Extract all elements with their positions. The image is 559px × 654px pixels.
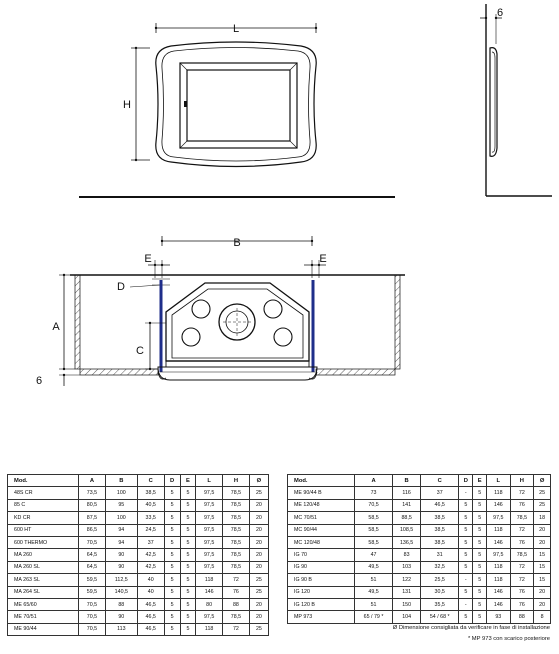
value-cell: 46,5 [137, 611, 164, 623]
value-cell: 146 [487, 499, 511, 511]
table-body-left [8, 487, 269, 636]
value-cell: 116 [393, 487, 421, 499]
value-cell: 5 [180, 623, 196, 635]
value-cell: 25 [249, 487, 268, 499]
value-cell: 88,5 [393, 512, 421, 524]
flue-bottom-right [274, 328, 292, 346]
value-cell: 5 [164, 623, 180, 635]
col-header: Mod. [288, 475, 355, 487]
firebox-outline [166, 283, 309, 361]
model-cell: ME 70/51 [8, 611, 79, 623]
value-cell: 58,5 [355, 524, 393, 536]
table-header-row [8, 475, 269, 487]
value-cell: 35,5 [421, 598, 459, 610]
value-cell: 78,5 [510, 512, 534, 524]
col-header: H [510, 475, 534, 487]
value-cell: 65 / 79 * [355, 611, 393, 623]
value-cell: 25 [249, 574, 268, 586]
value-cell: 136,5 [393, 536, 421, 548]
value-cell: 20 [534, 598, 551, 610]
value-cell: 97,5 [196, 561, 223, 573]
value-cell: 150 [393, 598, 421, 610]
value-cell: 5 [164, 512, 180, 524]
value-cell: 5 [473, 598, 487, 610]
value-cell: 5 [180, 574, 196, 586]
value-cell: 58,5 [355, 512, 393, 524]
value-cell: 15 [534, 561, 551, 573]
value-cell: 78,5 [223, 611, 250, 623]
col-header: D [164, 475, 180, 487]
value-cell: 118 [487, 574, 511, 586]
value-cell: 73,5 [79, 487, 106, 499]
value-cell: 47 [355, 549, 393, 561]
value-cell: 20 [249, 549, 268, 561]
value-cell: 5 [473, 574, 487, 586]
value-cell: 64,5 [79, 561, 106, 573]
value-cell: 51 [355, 598, 393, 610]
value-cell: 5 [164, 536, 180, 548]
table-row [8, 598, 269, 610]
table-row [8, 623, 269, 635]
value-cell: 146 [487, 536, 511, 548]
value-cell: 112,5 [105, 574, 137, 586]
value-cell: 131 [393, 586, 421, 598]
value-cell: 5 [473, 524, 487, 536]
col-header: Mod. [8, 475, 79, 487]
value-cell: 20 [534, 524, 551, 536]
model-cell: MA 260 SL [8, 561, 79, 573]
value-cell: 40 [137, 574, 164, 586]
value-cell: 25 [249, 586, 268, 598]
value-cell: 70,5 [355, 499, 393, 511]
col-header: Ø [249, 475, 268, 487]
value-cell: 97,5 [196, 549, 223, 561]
table-row [8, 574, 269, 586]
value-cell: 30,5 [421, 586, 459, 598]
value-cell: 5 [473, 512, 487, 524]
value-cell: 5 [473, 499, 487, 511]
value-cell: 5 [473, 561, 487, 573]
value-cell: 5 [164, 487, 180, 499]
footnote-diameter: Ø Dimensione consigliata da verificare in fase di installazione [392, 625, 550, 631]
table-row [288, 512, 551, 524]
value-cell: 42,5 [137, 549, 164, 561]
table-row [288, 536, 551, 548]
value-cell: 72 [510, 524, 534, 536]
dim-label-d: D [117, 281, 125, 293]
value-cell: 20 [249, 561, 268, 573]
value-cell: 20 [249, 536, 268, 548]
col-header: B [393, 475, 421, 487]
value-cell: 15 [534, 574, 551, 586]
value-cell: 5 [180, 549, 196, 561]
value-cell: 20 [534, 586, 551, 598]
value-cell: 5 [180, 524, 196, 536]
flue-top-left [192, 300, 210, 318]
value-cell: 95 [105, 499, 137, 511]
value-cell: 70,5 [79, 611, 106, 623]
model-cell: IG 120 B [288, 598, 355, 610]
dim-label-e-right: E [319, 253, 327, 265]
value-cell: 5 [164, 574, 180, 586]
value-cell: 118 [487, 524, 511, 536]
front-view [123, 23, 317, 167]
value-cell: 103 [393, 561, 421, 573]
value-cell: 5 [180, 536, 196, 548]
table-row [288, 586, 551, 598]
value-cell: 146 [487, 598, 511, 610]
value-cell: - [459, 598, 473, 610]
value-cell: 59,5 [79, 574, 106, 586]
value-cell: 5 [164, 499, 180, 511]
value-cell: 8 [534, 611, 551, 623]
value-cell: 37 [137, 536, 164, 548]
table-row [8, 524, 269, 536]
value-cell: 97,5 [196, 499, 223, 511]
table-row [8, 549, 269, 561]
dim-label-e-left: E [144, 253, 152, 265]
value-cell: 118 [487, 487, 511, 499]
value-cell: 51 [355, 574, 393, 586]
model-cell: ME 90/44 B [288, 487, 355, 499]
value-cell: 37 [421, 487, 459, 499]
model-cell: 85 C [8, 499, 79, 511]
value-cell: 20 [249, 524, 268, 536]
value-cell: 146 [487, 586, 511, 598]
value-cell: 88 [510, 611, 534, 623]
value-cell: 141 [393, 499, 421, 511]
value-cell: 25,5 [421, 574, 459, 586]
value-cell: 46,5 [137, 598, 164, 610]
table-row [8, 586, 269, 598]
table-row [8, 499, 269, 511]
value-cell: 54 / 68 * [421, 611, 459, 623]
model-cell: ME 120/48 [288, 499, 355, 511]
dim-label-l: L [232, 23, 240, 35]
table-row [288, 524, 551, 536]
value-cell: 76 [510, 586, 534, 598]
value-cell: 5 [180, 598, 196, 610]
flue-top-right [264, 300, 282, 318]
model-cell: MC 90/44 [288, 524, 355, 536]
value-cell: 93 [487, 611, 511, 623]
value-cell: 122 [393, 574, 421, 586]
value-cell: 49,5 [355, 586, 393, 598]
value-cell: 5 [180, 487, 196, 499]
value-cell: 24,5 [137, 524, 164, 536]
value-cell: 118 [196, 574, 223, 586]
value-cell: 87,5 [79, 512, 106, 524]
value-cell: 100 [105, 487, 137, 499]
value-cell: 42,5 [137, 561, 164, 573]
value-cell: 97,5 [196, 611, 223, 623]
value-cell: 40 [137, 586, 164, 598]
value-cell: 40,5 [137, 499, 164, 511]
value-cell: 25 [534, 487, 551, 499]
value-cell: 32,5 [421, 561, 459, 573]
col-header: C [421, 475, 459, 487]
value-cell: 88 [223, 598, 250, 610]
value-cell: 5 [459, 536, 473, 548]
value-cell: 78,5 [510, 549, 534, 561]
value-cell: 78,5 [223, 561, 250, 573]
model-cell: 600 HT [8, 524, 79, 536]
value-cell: 70,5 [79, 536, 106, 548]
value-cell: 5 [473, 611, 487, 623]
value-cell: 20 [249, 512, 268, 524]
value-cell: 38,5 [421, 536, 459, 548]
model-cell: MA 264 SL [8, 586, 79, 598]
value-cell: 97,5 [196, 536, 223, 548]
value-cell: 94 [105, 536, 137, 548]
value-cell: 83 [393, 549, 421, 561]
value-cell: 5 [180, 561, 196, 573]
value-cell: 76 [223, 586, 250, 598]
value-cell: 72 [223, 574, 250, 586]
dim-label-bottom-6: 6 [36, 375, 43, 387]
col-header: H [223, 475, 250, 487]
value-cell: 5 [164, 586, 180, 598]
model-cell: IG 70 [288, 549, 355, 561]
table-row [288, 487, 551, 499]
table-body-right [288, 487, 551, 623]
value-cell: 72 [510, 487, 534, 499]
value-cell: 59,5 [79, 586, 106, 598]
value-cell: 25 [249, 623, 268, 635]
value-cell: 90 [105, 611, 137, 623]
value-cell: 5 [473, 536, 487, 548]
value-cell: 46,5 [421, 499, 459, 511]
col-header: C [137, 475, 164, 487]
value-cell: 38,5 [137, 487, 164, 499]
value-cell: 5 [180, 586, 196, 598]
value-cell: 108,5 [393, 524, 421, 536]
value-cell: 97,5 [196, 487, 223, 499]
value-cell: 146 [196, 586, 223, 598]
value-cell: 5 [164, 549, 180, 561]
value-cell: 5 [459, 499, 473, 511]
value-cell: 78,5 [223, 549, 250, 561]
value-cell: 18 [534, 512, 551, 524]
value-cell: 20 [249, 598, 268, 610]
value-cell: 140,5 [105, 586, 137, 598]
value-cell: 90 [105, 549, 137, 561]
value-cell: 5 [180, 512, 196, 524]
value-cell: 80,5 [79, 499, 106, 511]
model-cell: MC 120/48 [288, 536, 355, 548]
model-cell: MA 260 [8, 549, 79, 561]
value-cell: 76 [510, 536, 534, 548]
value-cell: 20 [249, 611, 268, 623]
value-cell: 94 [105, 524, 137, 536]
value-cell: 64,5 [79, 549, 106, 561]
model-cell: MA 263 SL [8, 574, 79, 586]
table-row [8, 561, 269, 573]
table-row [8, 611, 269, 623]
value-cell: 5 [473, 487, 487, 499]
table-row [8, 536, 269, 548]
value-cell: 38,5 [421, 512, 459, 524]
flue-bottom-left [182, 328, 200, 346]
value-cell: 5 [459, 561, 473, 573]
door-outer [180, 63, 297, 148]
value-cell: 72 [510, 574, 534, 586]
value-cell: 5 [459, 586, 473, 598]
value-cell: 5 [459, 611, 473, 623]
top-view [36, 236, 405, 387]
spec-table-right [287, 474, 551, 624]
col-header: Ø [534, 475, 551, 487]
value-cell: 31 [421, 549, 459, 561]
value-cell: 33,5 [137, 512, 164, 524]
col-header: L [196, 475, 223, 487]
model-cell: 48S CR [8, 487, 79, 499]
model-cell: MP 973 [288, 611, 355, 623]
value-cell: 20 [534, 536, 551, 548]
spec-table-left [7, 474, 269, 636]
dim-label-side-depth: 6 [497, 7, 504, 19]
table-row [288, 574, 551, 586]
value-cell: 5 [473, 549, 487, 561]
value-cell: 72 [223, 623, 250, 635]
model-cell: MC 70/51 [288, 512, 355, 524]
col-header: B [105, 475, 137, 487]
value-cell: 70,5 [79, 598, 106, 610]
col-header: E [473, 475, 487, 487]
col-header: L [487, 475, 511, 487]
value-cell: 20 [249, 499, 268, 511]
value-cell: 5 [180, 499, 196, 511]
door-handle [184, 101, 187, 107]
col-header: A [79, 475, 106, 487]
col-header: E [180, 475, 196, 487]
dim-label-a: A [52, 321, 60, 333]
model-cell: ME 65/60 [8, 598, 79, 610]
side-view [480, 4, 552, 196]
value-cell: 5 [459, 549, 473, 561]
table-row [8, 487, 269, 499]
model-cell: IG 120 [288, 586, 355, 598]
value-cell: 70,5 [79, 623, 106, 635]
value-cell: 5 [164, 611, 180, 623]
value-cell: 5 [180, 611, 196, 623]
value-cell: 5 [473, 586, 487, 598]
table-row [288, 611, 551, 623]
value-cell: 5 [164, 561, 180, 573]
value-cell: 104 [393, 611, 421, 623]
value-cell: 97,5 [196, 524, 223, 536]
value-cell: 78,5 [223, 487, 250, 499]
model-cell: 600 THERMO [8, 536, 79, 548]
value-cell: 100 [105, 512, 137, 524]
footnote-mp973: * MP 973 con scarico posteriore [467, 636, 550, 642]
value-cell: 90 [105, 561, 137, 573]
value-cell: 80 [196, 598, 223, 610]
value-cell: 38,5 [421, 524, 459, 536]
value-cell: 97,5 [487, 512, 511, 524]
value-cell: - [459, 574, 473, 586]
value-cell: 5 [459, 524, 473, 536]
value-cell: 25 [534, 499, 551, 511]
table-row [288, 549, 551, 561]
value-cell: 97,5 [196, 512, 223, 524]
value-cell: 76 [510, 598, 534, 610]
value-cell: 88 [105, 598, 137, 610]
value-cell: 113 [105, 623, 137, 635]
dim-label-h: H [123, 99, 131, 111]
table-row [288, 561, 551, 573]
value-cell: 15 [534, 549, 551, 561]
value-cell: 118 [487, 561, 511, 573]
model-cell: ME 90/44 [8, 623, 79, 635]
value-cell: 72 [510, 561, 534, 573]
dim-label-c: C [136, 345, 144, 357]
col-header: D [459, 475, 473, 487]
model-cell: IG 90 B [288, 574, 355, 586]
value-cell: 49,5 [355, 561, 393, 573]
value-cell: 5 [164, 598, 180, 610]
value-cell: - [459, 487, 473, 499]
value-cell: 76 [510, 499, 534, 511]
value-cell: 5 [164, 524, 180, 536]
value-cell: 78,5 [223, 512, 250, 524]
value-cell: 73 [355, 487, 393, 499]
value-cell: 78,5 [223, 499, 250, 511]
value-cell: 78,5 [223, 536, 250, 548]
value-cell: 97,5 [487, 549, 511, 561]
table-row [288, 598, 551, 610]
value-cell: 58,5 [355, 536, 393, 548]
col-header: A [355, 475, 393, 487]
value-cell: 5 [459, 512, 473, 524]
table-row [288, 499, 551, 511]
door-glass [187, 70, 290, 141]
dim-label-b: B [233, 237, 241, 249]
table-header-row [288, 475, 551, 487]
model-cell: IG 90 [288, 561, 355, 573]
table-row [8, 512, 269, 524]
value-cell: 46,5 [137, 623, 164, 635]
value-cell: 78,5 [223, 524, 250, 536]
value-cell: 86,5 [79, 524, 106, 536]
value-cell: 118 [196, 623, 223, 635]
model-cell: KD CR [8, 512, 79, 524]
